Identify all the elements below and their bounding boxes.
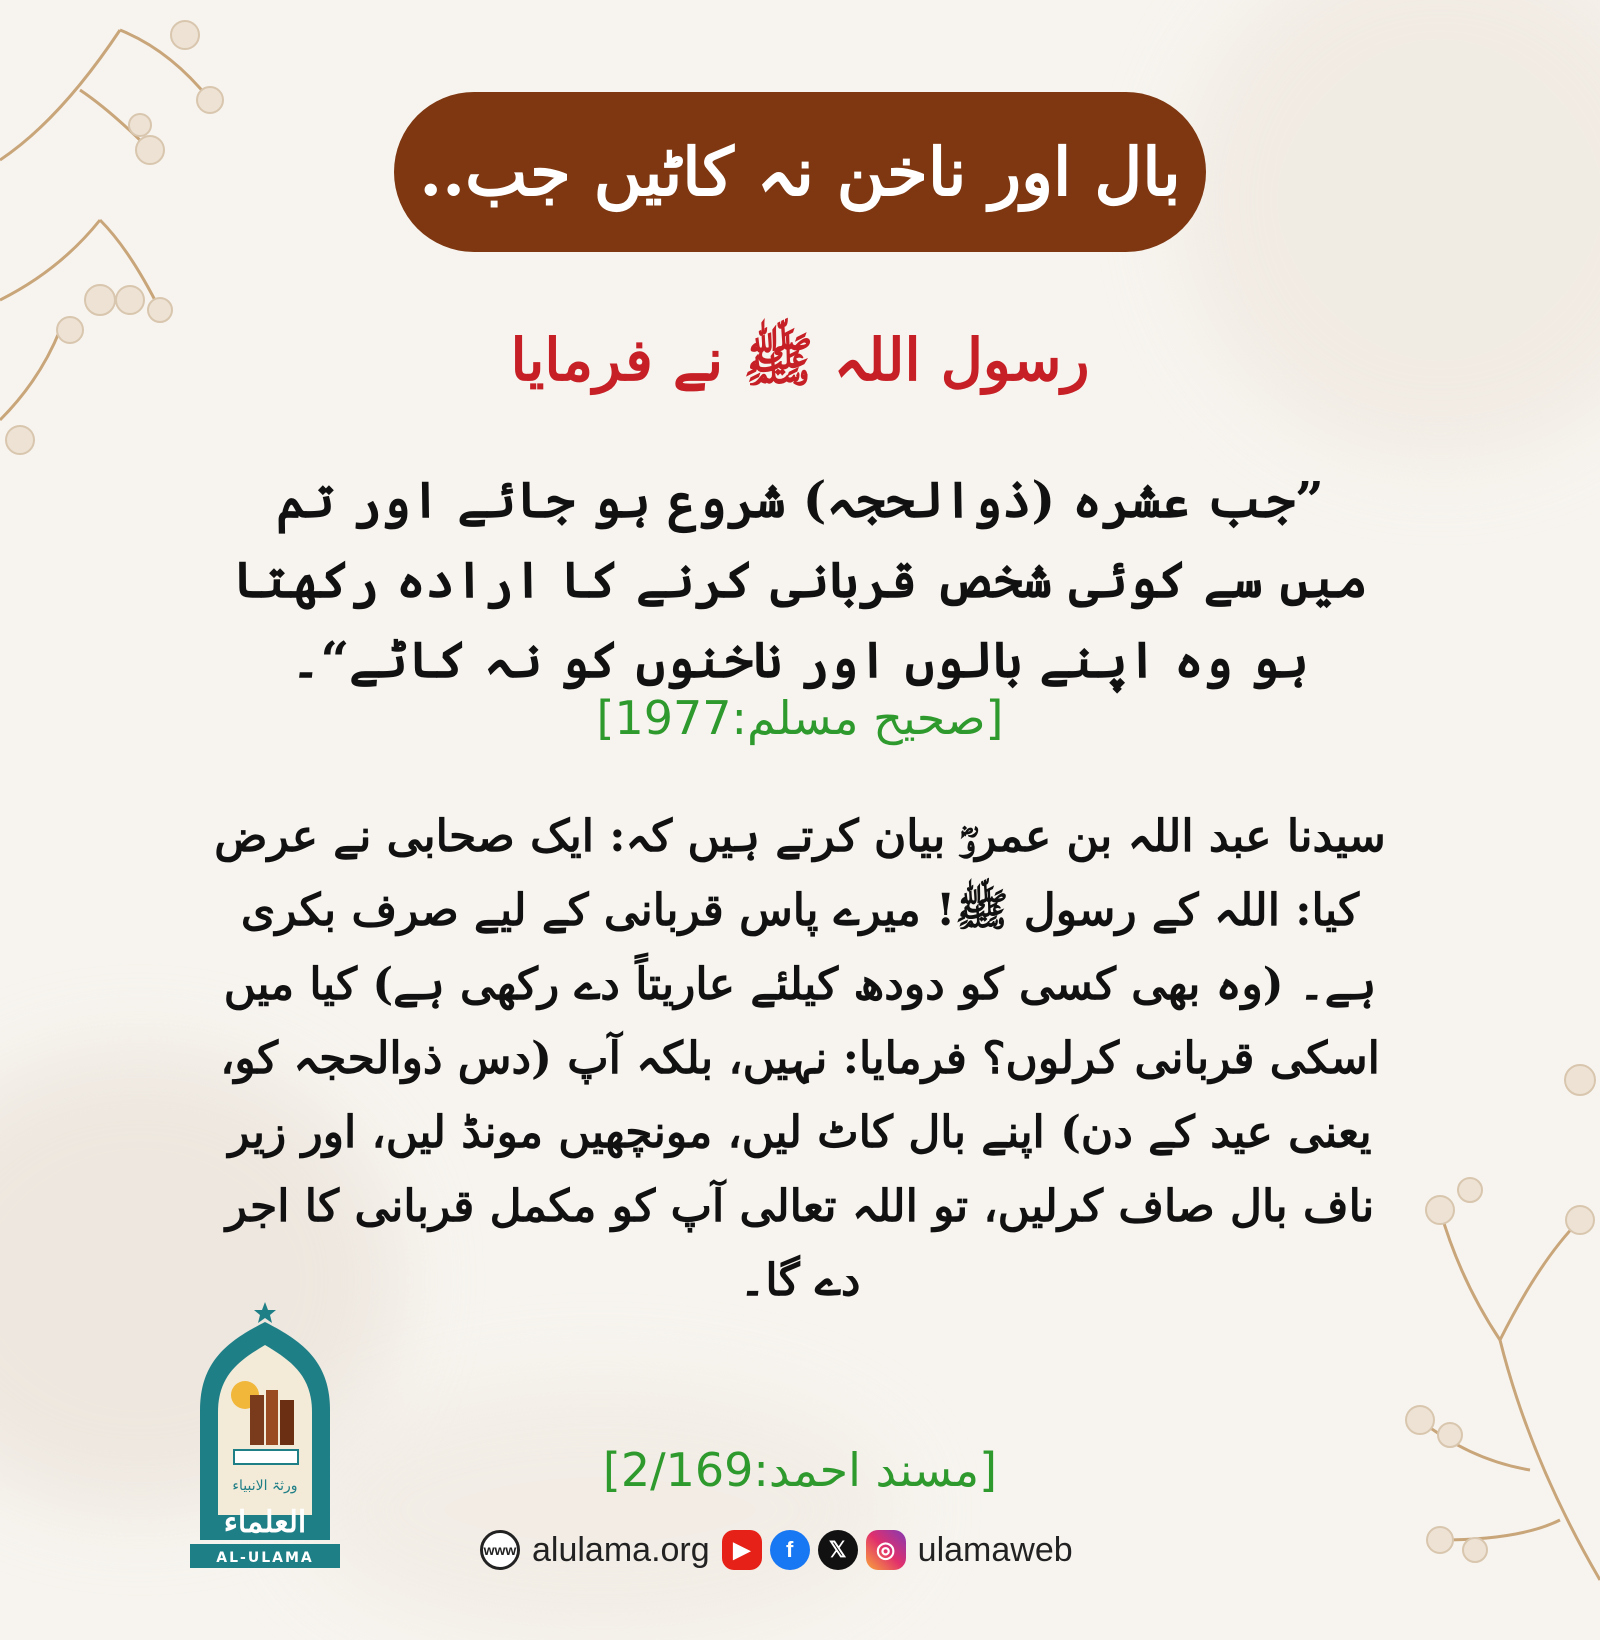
logo-arabic-text: ورثۃ الانبیاء (232, 1478, 298, 1494)
x-icon[interactable]: 𝕏 (818, 1530, 858, 1570)
background-wash (300, 1380, 900, 1640)
youtube-icon[interactable]: ▶ (722, 1530, 762, 1570)
reference-sahih-muslim: [صحیح مسلم:1977] (596, 691, 1004, 745)
footer-links (480, 1520, 1120, 1580)
globe-icon[interactable]: www (480, 1530, 520, 1570)
prophet-said-heading: رسول اللہ ﷺ نے فرمایا (510, 326, 1090, 394)
logo-main-text: العلماء (223, 1505, 307, 1540)
hadith-quote: ”جب عشرہ (ذوالحجہ) شروع ہو جائے اور تم میں سے کوئی شخص قربانی کرنے کا ارادہ رکھتا ہو وہ اپنے بالوں اور ناخنوں کو نہ کاٹے“۔ (232, 470, 1368, 689)
social-handle[interactable]: ulamaweb (917, 1530, 1073, 1569)
instagram-icon[interactable]: ◎ (866, 1530, 906, 1570)
hadith-narration: سیدنا عبد اللہ بن عمروؓ بیان کرتے ہیں کہ: ایک صحابی نے عرض کیا: اللہ کے رسول ﷺ! میرے پاس قربانی کے لیے صرف بکری ہے۔ (وہ بھی کسی کو دودھ کیلئے عاریتاً دے رکھی ہے) کیا میں اسکی قربانی کرلوں؟ فرمایا: نہیں، بلکہ آپ (دس ذوالحجہ کو، یعنی عید کے دن) اپنے بال کاٹ لیں، مونچھیں مونڈ لیں، اور زیر ناف بال صاف کرلیں، تو اللہ تعالی آپ کو مکمل قربانی کا اجر دے گا۔ (214, 811, 1386, 1306)
reference-musnad-ahmad: [مسند احمد:2/169] (602, 1443, 998, 1497)
facebook-icon[interactable]: f (770, 1530, 810, 1570)
website-link[interactable]: alulama.org (532, 1530, 710, 1569)
page-title: بال اور ناخن نہ کاٹیں جب.. (394, 92, 1206, 252)
logo-latin-text: AL-ULAMA (216, 1550, 314, 1566)
floral-branch-bottom-right (1380, 1040, 1600, 1600)
al-ulama-logo (190, 1300, 340, 1570)
